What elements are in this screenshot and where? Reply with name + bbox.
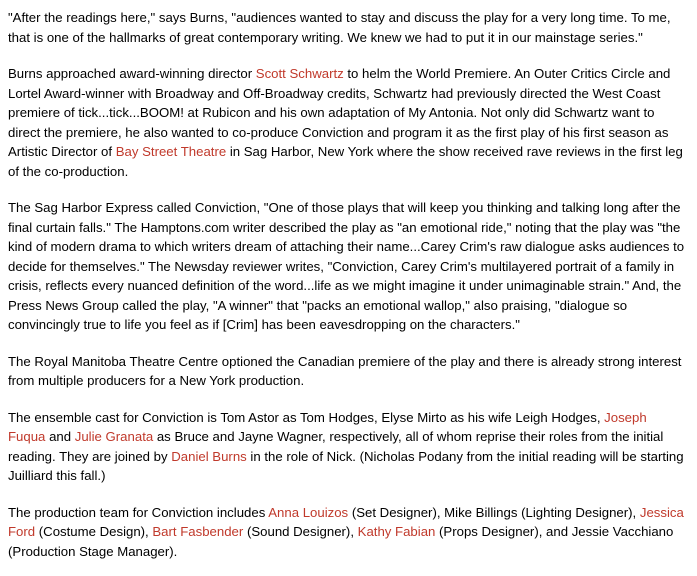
inline-link[interactable]: Kathy Fabian bbox=[357, 524, 436, 539]
text-run: The Royal Manitoba Theatre Centre optioned the Canadian premiere of the play and there is already strong interest from multiple producers for a New York production. bbox=[8, 353, 682, 388]
paragraph bbox=[8, 352, 687, 391]
paragraph bbox=[8, 198, 687, 335]
inline-link[interactable]: Joseph Fuqua bbox=[8, 409, 647, 444]
paragraph bbox=[8, 8, 687, 47]
text-run: in Sag Harbor, New York where the show received rave reviews in the first leg of the co-production. bbox=[8, 144, 683, 179]
text-run: (Set Designer), Mike Billings (Lighting Designer), bbox=[348, 504, 640, 520]
inline-link[interactable]: Anna Louizos bbox=[268, 504, 349, 520]
text-run: Burns approached award-winning director bbox=[8, 66, 256, 81]
text-run: in the role of Nick. (Nicholas Podany from the initial reading will be starting Juilliard this fall.) bbox=[8, 448, 684, 483]
text-run: to helm the World Premiere. An Outer Critics Circle and Lortel Award-winner with Broadway and Off-Broadway credits, Schwartz had previously directed the West Coast premiere of tick...tick...BOOM! at Rubicon and his own adaptation of My Antonia. Not only did Schwartz want to direct the premiere, he also wanted to co-produce Conviction and program it as the first play of his first season as Artistic Director of bbox=[8, 66, 671, 159]
inline-link[interactable]: Scott Schwartz bbox=[255, 66, 344, 81]
inline-link[interactable]: Julie Granata bbox=[74, 429, 154, 444]
inline-link[interactable]: Daniel Burns bbox=[171, 448, 247, 464]
inline-link[interactable]: Bay Street Theatre bbox=[115, 144, 227, 159]
text-run: (Sound Designer), bbox=[243, 524, 358, 539]
text-run: "After the readings here," says Burns, "audiences wanted to stay and discuss the play for a very long time. To me, that is one of the hallmarks of great contemporary writing. We knew we had to put it in our mainstage series." bbox=[8, 10, 671, 45]
text-run: The production team for Conviction includes bbox=[8, 504, 269, 520]
paragraph bbox=[8, 503, 687, 562]
text-run: (Props Designer), and Jessie Vacchiano (Production Stage Manager). bbox=[8, 524, 674, 559]
text-run: as Bruce and Jayne Wagner, respectively, all of whom reprise their roles from the initial reading. They are joined by bbox=[8, 429, 664, 464]
paragraph bbox=[8, 408, 687, 486]
text-run: The ensemble cast for Conviction is Tom Astor as Tom Hodges, Elyse Mirto as his wife Leigh Hodges, bbox=[8, 409, 605, 425]
paragraph bbox=[8, 64, 687, 181]
text-run: The Sag Harbor Express called Conviction, "One of those plays that will keep you thinking and talking long after the final curtain falls." The Hamptons.com writer described the play as "an emotional ride," noting that the play was "the kind of modern drama to which writers dream of attaching their name...Carey Crim's raw dialogue asks audiences to decide for themselves." The Newsday reviewer writes, "Conviction, Carey Crim's multilayered portrait of a family in crisis, reflects every nuanced definition of the word...life as we might imagine it under unimaginable strain." And, the Press News Group called the play, "A winner" that "packs an emotional wallop," also praising, "dialogue so convincingly true to life you feel as if [Crim] has been eavesdropping on the characters." bbox=[8, 200, 685, 332]
text-run: (Costume Design), bbox=[35, 524, 153, 539]
text-run: and bbox=[45, 429, 75, 444]
inline-link[interactable]: Jessica Ford bbox=[8, 504, 684, 539]
inline-link[interactable]: Bart Fasbender bbox=[152, 524, 244, 539]
